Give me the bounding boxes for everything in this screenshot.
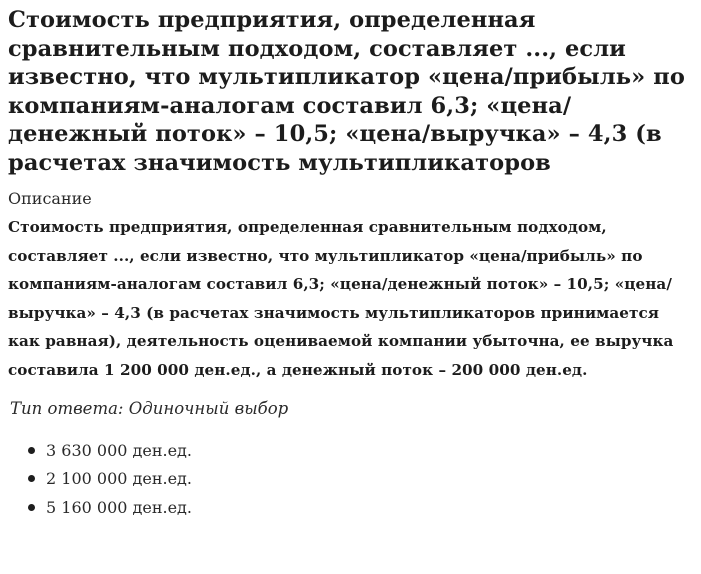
bullet-icon	[28, 504, 35, 511]
description-text: Стоимость предприятия, определенная сравнительным подходом, составляет ..., если известно, что мультипликатор «цена/прибыль» по компаниям-аналогам составил 6,3; «цена/денежный поток» – 10,5; «цена/выручка» – 4,3 (в расчетах значимость мультипликаторов принимается как равная), деятельность оцениваемой компании убыточна, ее выручка составила 1 200 000 ден.ед., а денежный поток – 200 000 ден.ед.	[8, 218, 674, 379]
answer-option-label: 2 100 000 ден.ед.	[46, 469, 192, 489]
answer-options	[8, 436, 693, 522]
description-label: Описание	[8, 189, 92, 208]
bullet-icon	[28, 447, 35, 454]
answer-type: Тип ответа: Одиночный выбор	[10, 399, 289, 418]
answer-option-label: 3 630 000 ден.ед.	[46, 440, 192, 460]
bullet-icon	[28, 475, 35, 482]
answer-option[interactable]	[28, 436, 693, 465]
answer-option[interactable]	[28, 493, 693, 522]
question-title: Стоимость предприятия, определенная сравнительным подходом, составляет ..., если известно, что мультипликатор «цена/прибыль» по компаниям-аналогам составил 6,3; «цена/денежный поток» – 10,5; «цена/выручка» – 4,3 (в расчетах значимость мультипликаторов	[8, 7, 685, 176]
answer-option-label: 5 160 000 ден.ед.	[46, 497, 192, 517]
answer-option[interactable]	[28, 465, 693, 494]
